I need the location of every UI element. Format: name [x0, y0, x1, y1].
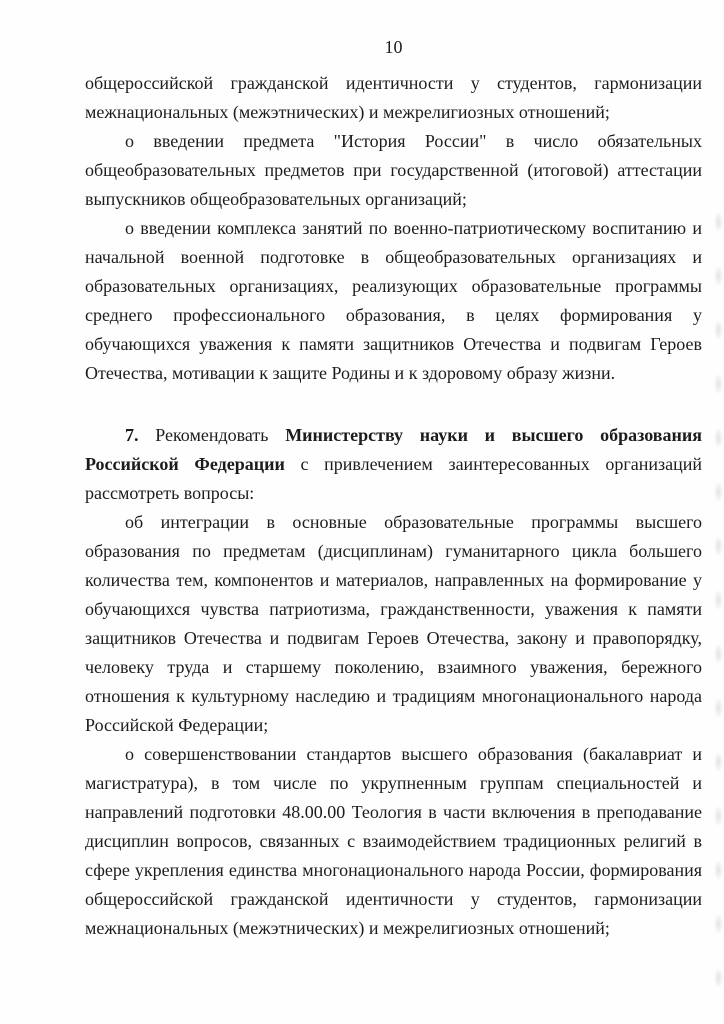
page-number: 10	[384, 37, 403, 57]
edge-smudge	[714, 320, 723, 340]
edge-smudge	[714, 806, 723, 826]
text-run: Рекомендовать	[138, 425, 286, 445]
edge-smudge	[714, 374, 723, 394]
edge-smudge	[714, 266, 723, 286]
edge-smudge	[714, 536, 723, 556]
text-run: с привлечением заинтересованных организаций рассмотреть вопросы:	[85, 454, 702, 503]
edge-smudge	[714, 212, 723, 232]
edge-smudge	[714, 968, 723, 988]
edge-smudge	[714, 482, 723, 502]
paragraph: о совершенствовании стандартов высшего образования (бакалавриат и магистратура), в том числе по укрупненным группам специальностей и направлений подготовки 48.00.00 Теология в части включения в преподавание дисциплин вопросов, связанных с взаимодействием традиционных религий в сфере укрепления единства многонационального народа России, формирования общероссийской гражданской идентичности у студентов, гармонизации межнациональных (межэтнических) и межрелигиозных отношений;	[85, 744, 702, 938]
edge-smudge	[714, 590, 723, 610]
edge-smudge	[714, 860, 723, 880]
edge-smudge	[714, 644, 723, 664]
edge-smudge	[714, 914, 723, 934]
edge-smudge	[714, 698, 723, 718]
paragraph	[85, 421, 702, 508]
paragraph-spacer	[85, 388, 702, 421]
paragraph: общероссийской гражданской идентичности у студентов, гармонизации межнациональных (межэтнических) и межрелигиозных отношений;	[85, 73, 702, 122]
edge-smudge	[714, 428, 723, 448]
paragraph: об интеграции в основные образовательные программы высшего образования по предметам (дисциплинам) гуманитарного цикла большего количества тем, компонентов и материалов, направленных на формирование у обучающихся чувства патриотизма, гражданственности, уважения к памяти защитников Отечества и подвигам Героев Отечества, закону и правопорядку, человеку труда и старшему поколению, взаимного уважения, бережного отношения к культурному наследию и традициям многонационального народа Российской Федерации;	[85, 512, 702, 735]
edge-smudge	[714, 752, 723, 772]
paragraph: о введении предмета "История России" в число обязательных общеобразовательных предметов при государственной (итоговой) аттестации выпускников общеобразовательных организаций;	[85, 131, 702, 209]
bold-text-run: 7.	[125, 425, 139, 445]
paragraph: о введении комплекса занятий по военно-патриотическому воспитанию и начальной военной подготовке в общеобразовательных организациях и образовательных организациях, реализующих образовательные программы среднего профессионального образования, в целях формирования у обучающихся уважения к памяти защитников Отечества и подвигам Героев Отечества, мотивации к защите Родины и к здоровому образу жизни.	[85, 218, 702, 383]
document-body	[85, 69, 702, 943]
bold-text-run: Министерству науки и высшего образования Российской Федерации	[85, 425, 702, 474]
